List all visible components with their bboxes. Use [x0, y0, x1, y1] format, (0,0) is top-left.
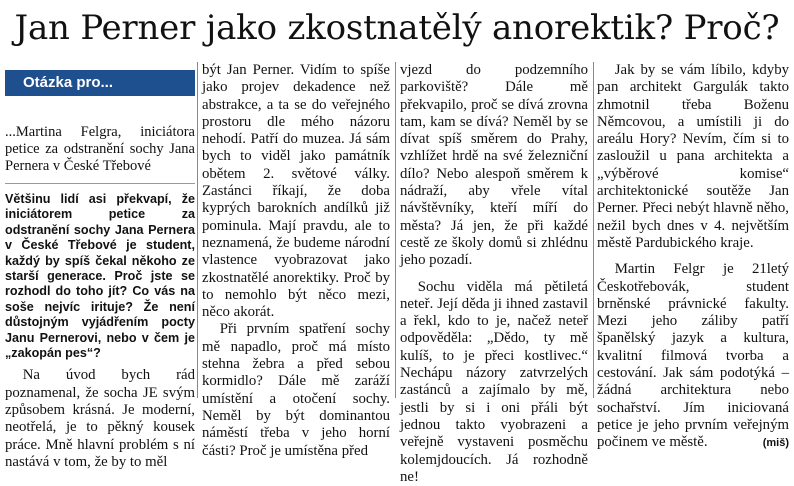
column-rule: [395, 62, 396, 398]
body-paragraph: Sochu viděla má pětiletá neteř. Její děda ji ihned zastavil a řekl, kdo to je, načež neteř odpověděla: „Dědo, ty mě kulíš, to je přeci kostlivec.“ Nechápu názory zatvrzelých zastánců a zajímalo by mě, jestli by si i oni přáli být jednou takto vyobrazeni a veřejně vystaveni posměchu kolemjdoucích. Já rozhodně ne!: [400, 278, 588, 485]
body-paragraph: Při prvním spatření sochy mě napadlo, proč má místo stehna žebra a před sebou kormidlo? Dále mě zaráží umístění a otočení sochy. Neměl by být dominantou náměstí třeba v jeho horní části? Proč je umístěna před: [202, 321, 390, 459]
column-3: [400, 62, 588, 485]
intro-question: Většinu lidí asi překvapí, že iniciátorem petice za odstranění sochy Jana Pernera v České Třebové je student, každý by spíš čekal někoho ze starší generace. Proč jste se rozhodl do toho jít? Co vás na soše nejvíc irituje? Že není důstojným vyjádřením pocty Janu Pernerovi, nebo v čem je „zakopán pes“?: [5, 192, 195, 361]
kicker-label: Otázka pro...: [5, 70, 195, 96]
divider: [5, 183, 195, 184]
body-paragraph: Na úvod bych rád poznamenal, že socha JE svým způsobem krásná. Je moderní, neotřelá, je to pěkný kousek práce. Mně hlavní problém s ní nastává v tom, že by to měl: [5, 367, 195, 470]
column-2: [202, 62, 390, 459]
paragraph-gap: [400, 270, 588, 279]
author-tag: (miš): [762, 437, 789, 450]
column-1: [5, 62, 195, 470]
body-paragraph: vjezd do podzemního parkoviště? Dále mě překvapilo, proč se dívá zrovna tam, kam se dívá? Neměl by se dívat spíš směrem do Prahy, vzhlížet hrdě na své železniční dílo? Nebo alespoň směrem k nádraží, aby vřele vítal návštěvníky, kteří míří do města? Já jen, že při každé cestě ze školy domů si zhlédnu jeho pozadí.: [400, 62, 588, 269]
body-paragraph: Jak by se vám líbilo, kdyby pan architekt Gargulák takto zhmotnil třeba Boženu Němcovou, a umístili ji do areálu Hory? Nevím, čím si to zasloužil u pana architekta a „výběrové komise“ architektonické soutěže Jan Perner. Přeci nebýt hlavně něho, nežil bych dnes v 4. největším městě Pardubického kraje.: [597, 62, 789, 251]
author-bio: [597, 261, 789, 451]
author-bio-text: Martin Felgr je 21letý Českotřebovák, student brněnské právnické fakulty. Mezi jeho záliby patří španělský jazyk a kultura, kvalitní filmová tvorba a cestování. Jak sám podotýká – žádná architektura nebo sochařství. Jím iniciovaná petice je jeho prvním veřejným počinem ve městě.: [597, 261, 789, 451]
column-rule: [593, 62, 594, 398]
column-4: [597, 62, 789, 451]
byline: ...Martina Felgra, iniciátora petice za odstranění sochy Jana Pernera v České Třebové: [5, 124, 195, 174]
paragraph-gap: [597, 252, 789, 261]
body-paragraph: být Jan Perner. Vidím to spíše jako projev dekadence než abstrakce, a ta se do veřejného prostoru dle mého názoru nehodí. Patří do muzea. Já sám bych to viděl jako památník obětem 2. světové války. Zastánci říkají, že doba kyprých barokních andílků již pominula. Mají pravdu, ale to neznamená, že budeme národní vlastence vyobrazovat jako zkostnatělé anorektiky. Proč by to nemohlo být něco mezi, něco akorát.: [202, 62, 390, 321]
column-rule: [197, 62, 198, 398]
headline: Jan Perner jako zkostnatělý anorektik? Proč?: [14, 8, 780, 48]
